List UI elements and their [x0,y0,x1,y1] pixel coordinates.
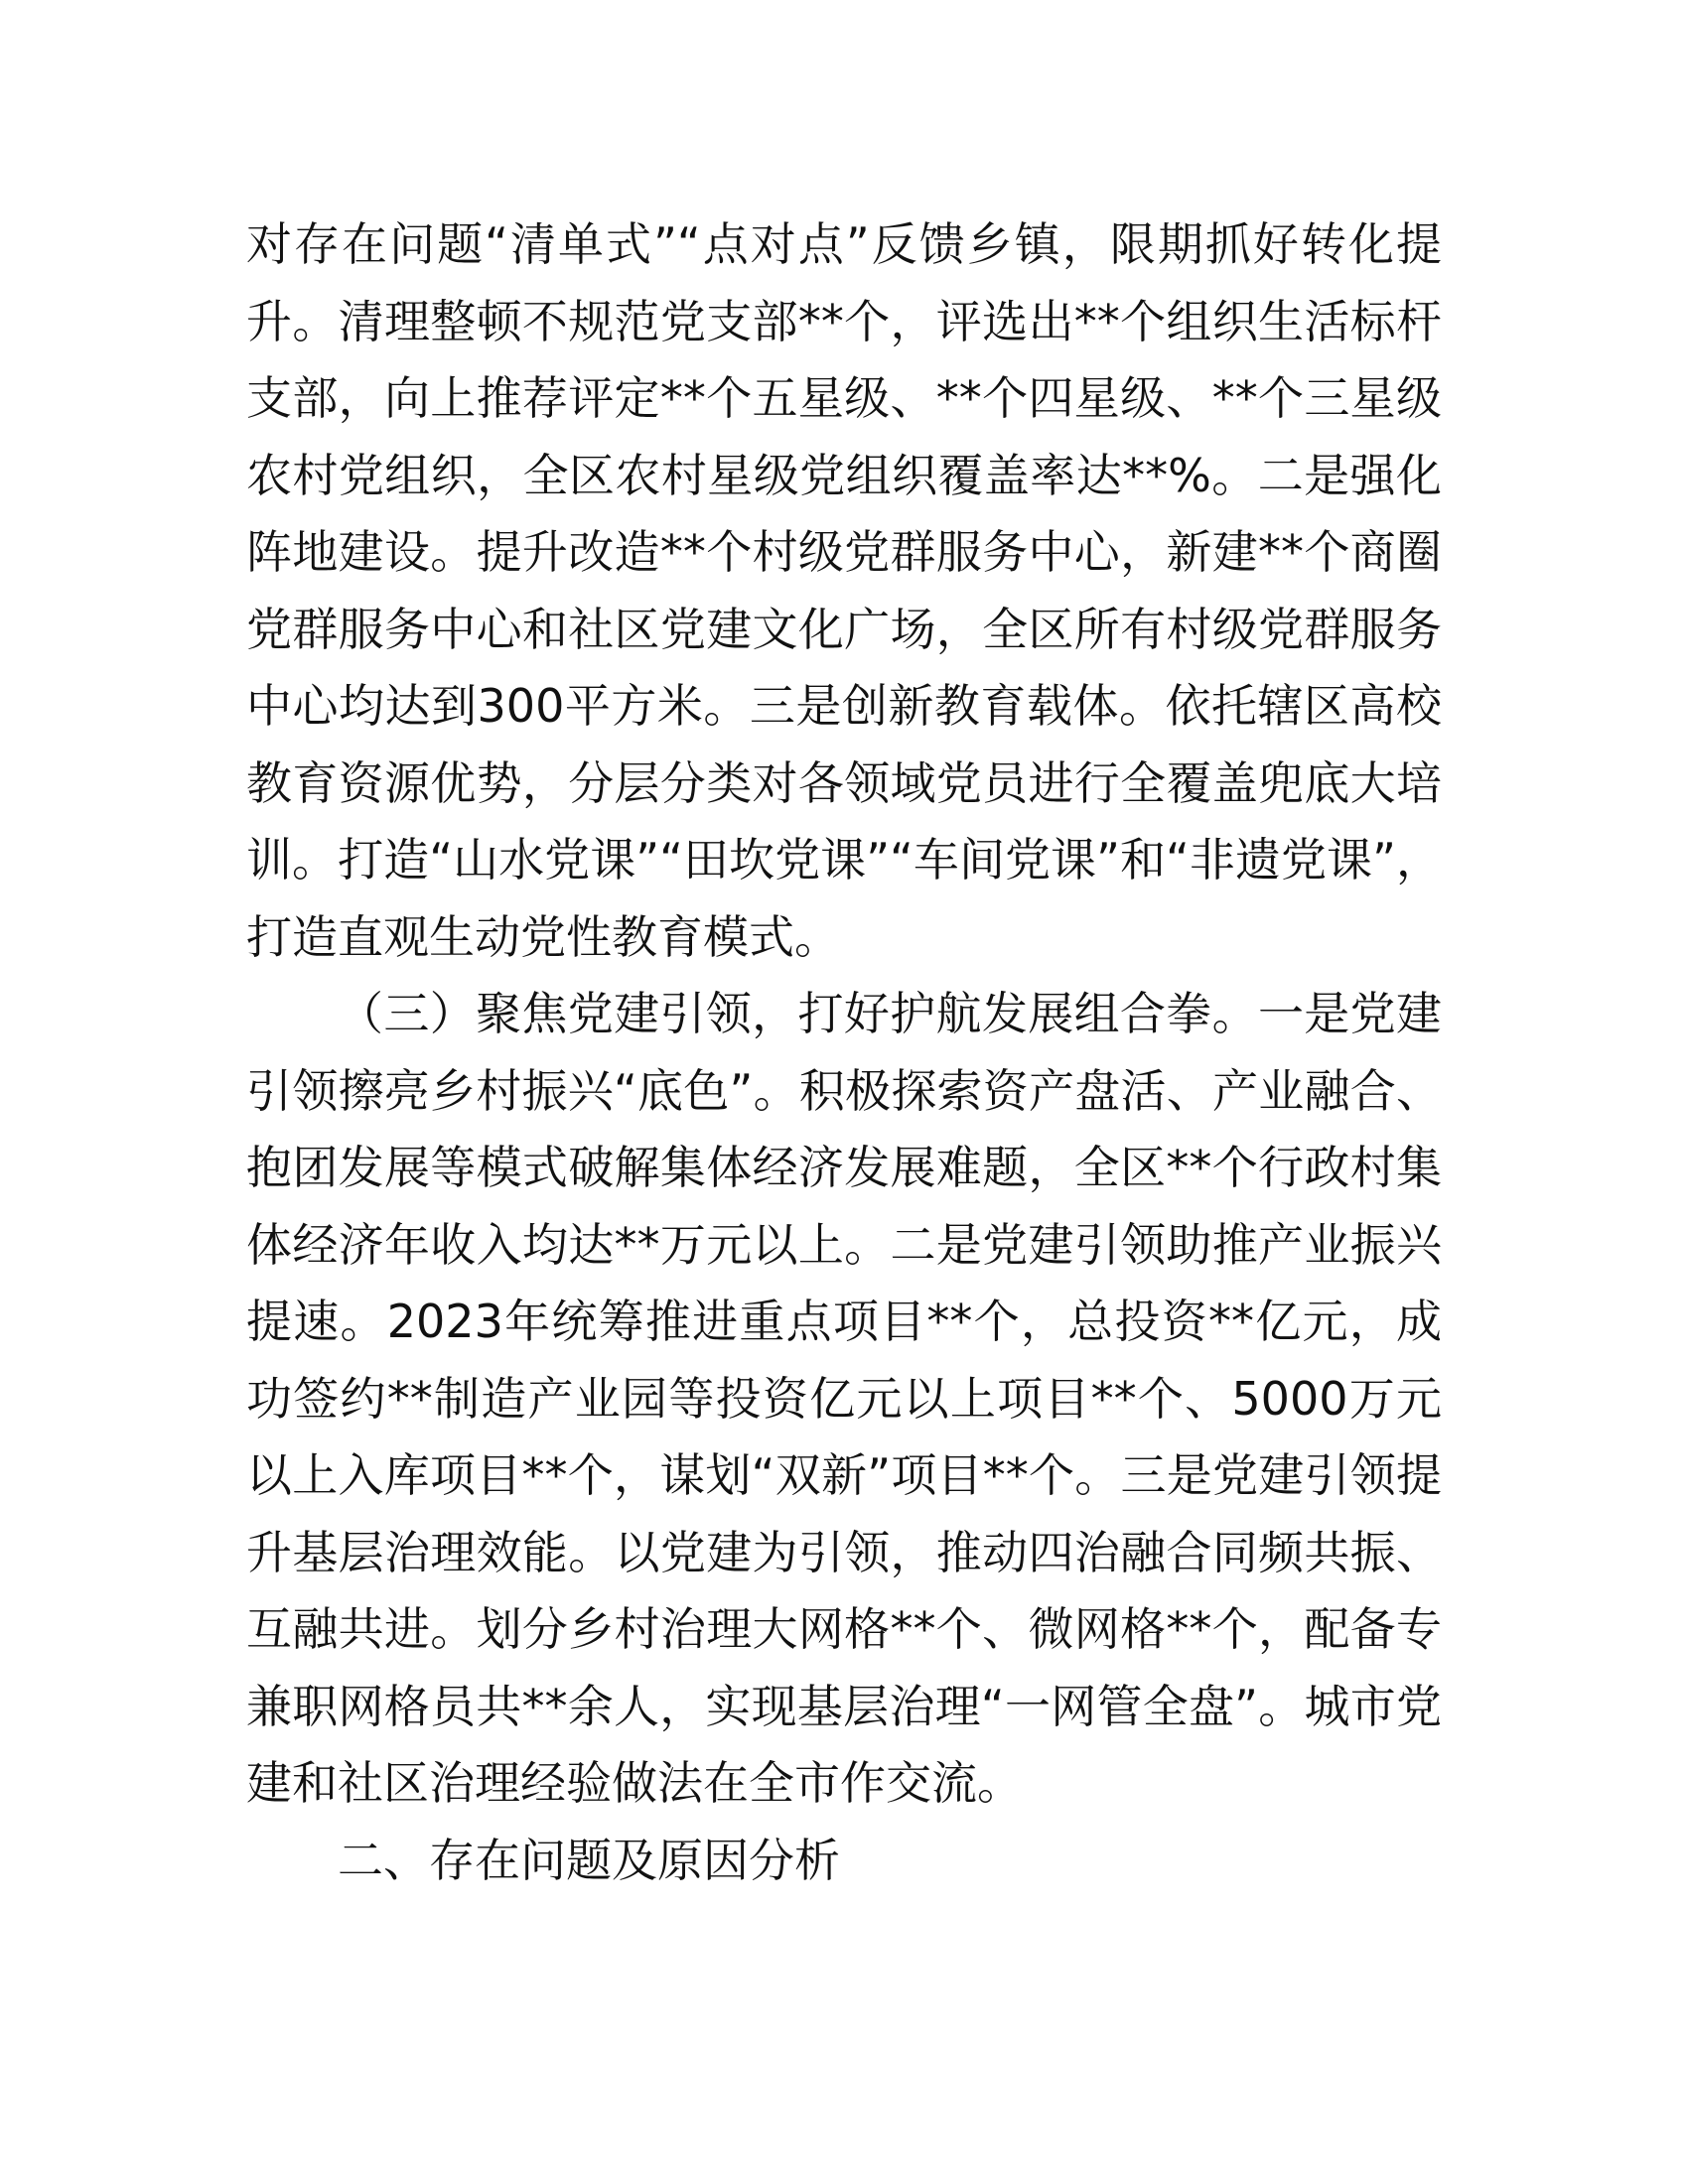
paragraph-section-three: （三）聚焦党建引领，打好护航发展组合拳。一是党建引领擦亮乡村振兴“底色”。积极探索资产盘活、产业融合、抱团发展等模式破解集体经济发展难题，全区**个行政村集体经济年收入均达**万元以上。二是党建引领助推产业振兴提速。2023年统筹推进重点项目**个，总投资**亿元，成功签约**制造产业园等投资亿元以上项目**个、5000万元以上入库项目**个，谋划“双新”项目**个。三是党建引领提升基层治理效能。以党建为引领，推动四治融合同频共振、互融共进。划分乡村治理大网格**个、微网格**个，配备专兼职网格员共**余人，实现基层治理“一网管全盘”。城市党建和社区治理经验做法在全市作交流。 [246,987,1442,1810]
document-body [246,206,1442,1899]
paragraph-continuation: 对存在问题“清单式”“点对点”反馈乡镇，限期抓好转化提升。清理整顿不规范党支部**个，评选出**个组织生活标杆支部，向上推荐评定**个五星级、**个四星级、**个三星级农村党组织，全区农村星级党组织覆盖率达**%。二是强化阵地建设。提升改造**个村级党群服务中心，新建**个商圈党群服务中心和社区党建文化广场，全区所有村级党群服务中心均达到300平方米。三是创新教育载体。依托辖区高校教育资源优势，分层分类对各领域党员进行全覆盖兜底大培训。打造“山水党课”“田坎党课”“车间党课”和“非遗党课”，打造直观生动党性教育模式。 [246,217,1442,964]
section-heading: 二、存在问题及原因分析 [338,1833,840,1887]
